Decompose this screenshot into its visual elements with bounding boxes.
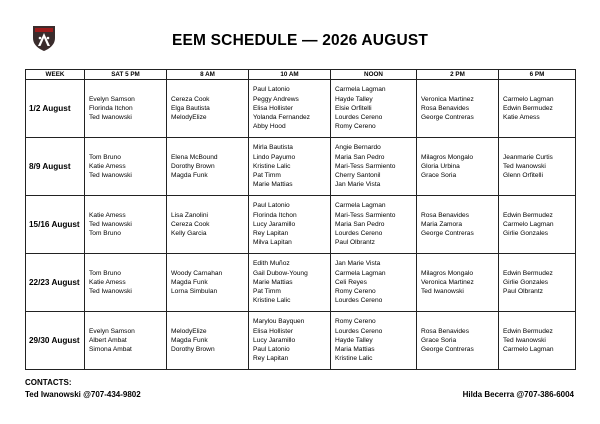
week-cell: 15/16 August: [26, 196, 85, 254]
minister-name: Katie Amess: [503, 114, 540, 122]
minister-name: Cereza Cook: [171, 220, 210, 228]
minister-name: Simona Ambat: [89, 346, 132, 354]
minister-name: Romy Cereno: [335, 288, 376, 296]
slot-cell: [331, 254, 417, 312]
minister-name: Carmela Lagman: [335, 202, 386, 210]
minister-name: Carmelo Lagman: [503, 95, 554, 103]
minister-name: George Contreras: [421, 114, 474, 122]
minister-name: Elisa Hollister: [253, 104, 293, 112]
minister-name: Katie Amess: [89, 162, 126, 170]
minister-name: Maria San Pedro: [335, 220, 385, 228]
minister-name: Ted Iwanowski: [89, 220, 132, 228]
minister-name: Edwin Bermudez: [503, 327, 553, 335]
minister-name: Edwin Bermudez: [503, 211, 553, 219]
table-row: [26, 80, 576, 138]
minister-name: Pat Timm: [253, 288, 281, 296]
minister-name: Tom Bruno: [89, 269, 121, 277]
minister-name: Carmelo Lagman: [503, 346, 554, 354]
schedule-table: [25, 69, 576, 370]
minister-name: Katie Amess: [89, 278, 126, 286]
minister-name: Kristine Lalic: [335, 355, 373, 363]
slot-cell: [167, 312, 249, 370]
column-header-8am: 8 AM: [167, 70, 249, 80]
slot-cell: [167, 254, 249, 312]
minister-name: Paul Latonio: [253, 202, 290, 210]
week-cell: 8/9 August: [26, 138, 85, 196]
slot-cell: [331, 196, 417, 254]
minister-name: Florinda Itchon: [253, 211, 297, 219]
minister-name: Evelyn Samson: [89, 327, 135, 335]
minister-name: Romy Cereno: [335, 318, 376, 326]
minister-name: Angie Bernardo: [335, 144, 381, 152]
minister-name: Edwin Bermudez: [503, 269, 553, 277]
week-cell: 22/23 August: [26, 254, 85, 312]
minister-name: Kristine Lalic: [253, 297, 291, 305]
minister-name: Ted Iwanowski: [89, 114, 132, 122]
minister-name: Lucy Jaramillo: [253, 220, 296, 228]
minister-name: Gail Dubow-Young: [253, 269, 308, 277]
minister-name: Florinda Itchon: [89, 104, 133, 112]
minister-name: Paul Latonio: [253, 346, 290, 354]
slot-cell: [167, 138, 249, 196]
minister-name: Cherry Santonil: [335, 172, 381, 180]
slot-cell: [499, 80, 576, 138]
minister-name: Rosa Benavides: [421, 327, 470, 335]
contacts-label: CONTACTS:: [25, 378, 72, 387]
minister-name: Lisa Zanolini: [171, 211, 209, 219]
contact-primary: Ted Iwanowski @707-434-9802: [25, 390, 141, 399]
minister-name: Lorna Simbulan: [171, 288, 218, 296]
minister-name: Lourdes Cereno: [335, 114, 383, 122]
minister-name: Dorothy Brown: [171, 346, 215, 354]
minister-name: Ted Iwanowski: [89, 172, 132, 180]
minister-name: Elena McBound: [171, 153, 218, 161]
minister-name: Rosa Benavides: [421, 104, 470, 112]
minister-name: Glenn Orfitelli: [503, 172, 543, 180]
minister-name: Carmelo Lagman: [503, 220, 554, 228]
slot-cell: [417, 254, 499, 312]
minister-name: Marie Mattias: [253, 181, 293, 189]
column-header-noon: NOON: [331, 70, 417, 80]
minister-name: Katie Amess: [89, 211, 126, 219]
minister-name: George Contreras: [421, 346, 474, 354]
week-cell: 29/30 August: [26, 312, 85, 370]
minister-name: Girlie Gonzales: [503, 230, 549, 238]
slot-cell: [85, 254, 167, 312]
table-row: [26, 196, 576, 254]
slot-cell: [331, 80, 417, 138]
minister-name: MelodyElize: [171, 327, 207, 335]
minister-name: Elsie Orfitelli: [335, 104, 372, 112]
column-header-2pm: 2 PM: [417, 70, 499, 80]
slot-cell: [85, 196, 167, 254]
minister-name: Rey Lapitan: [253, 230, 289, 238]
minister-name: Grace Soria: [421, 336, 457, 344]
table-row: [26, 138, 576, 196]
minister-name: Marylou Bayquen: [253, 318, 305, 326]
minister-name: Tom Bruno: [89, 230, 121, 238]
minister-name: Edwin Bermudez: [503, 104, 553, 112]
contact-secondary: Hilda Becerra @707-386-6004: [462, 390, 574, 399]
minister-name: Marie Mattias: [253, 278, 293, 286]
minister-name: Albert Ambat: [89, 336, 127, 344]
week-cell: 1/2 August: [26, 80, 85, 138]
minister-name: Lourdes Cereno: [335, 297, 383, 305]
minister-name: Milagros Mongalo: [421, 269, 474, 277]
slot-cell: [331, 138, 417, 196]
minister-name: Lourdes Cereno: [335, 327, 383, 335]
minister-name: Lourdes Cereno: [335, 230, 383, 238]
minister-name: Elga Bautista: [171, 104, 210, 112]
slot-cell: [417, 138, 499, 196]
slot-cell: [249, 254, 331, 312]
slot-cell: [499, 138, 576, 196]
minister-name: Pat Timm: [253, 172, 281, 180]
minister-name: Carmela Lagman: [335, 269, 386, 277]
minister-name: Maria Zamora: [421, 220, 463, 228]
table-row: [26, 254, 576, 312]
minister-name: Hayde Talley: [335, 95, 373, 103]
minister-name: Magda Funk: [171, 278, 208, 286]
column-header-6pm: 6 PM: [499, 70, 576, 80]
minister-name: Veronica Martinez: [421, 95, 474, 103]
minister-name: Carmela Lagman: [335, 86, 386, 94]
minister-name: Jan Marie Vista: [335, 181, 381, 189]
minister-name: Peggy Andrews: [253, 95, 299, 103]
minister-name: Girlie Gonzales: [503, 278, 549, 286]
page-title: EEM SCHEDULE — 2026 AUGUST: [171, 32, 429, 49]
minister-name: MelodyElize: [171, 114, 207, 122]
slot-cell: [331, 312, 417, 370]
minister-name: Rey Lapitan: [253, 355, 289, 363]
column-header-week: WEEK: [26, 70, 85, 80]
minister-name: Hayde Talley: [335, 336, 373, 344]
minister-name: Magda Funk: [171, 336, 208, 344]
minister-name: Mirla Bautista: [253, 144, 293, 152]
minister-name: Veronica Martinez: [421, 278, 474, 286]
column-header-sat-5pm: SAT 5 PM: [85, 70, 167, 80]
minister-name: Tom Bruno: [89, 153, 121, 161]
slot-cell: [249, 138, 331, 196]
minister-name: Paul Olbrantz: [335, 239, 375, 247]
slot-cell: [249, 80, 331, 138]
minister-name: Ted Iwanowski: [89, 288, 132, 296]
slot-cell: [167, 80, 249, 138]
slot-cell: [417, 80, 499, 138]
slot-cell: [499, 196, 576, 254]
slot-cell: [85, 312, 167, 370]
minister-name: Dorothy Brown: [171, 162, 215, 170]
minister-name: Paul Latonio: [253, 86, 290, 94]
minister-name: Paul Olbrantz: [503, 288, 543, 296]
minister-name: Jeanmarie Curtis: [503, 153, 553, 161]
minister-name: Romy Cereno: [335, 123, 376, 131]
minister-name: Milva Lapitan: [253, 239, 292, 247]
minister-name: Edith Muñoz: [253, 260, 290, 268]
minister-name: Mari-Tess Sarmiento: [335, 211, 396, 219]
table-row: [26, 312, 576, 370]
minister-name: Abby Hood: [253, 123, 286, 131]
minister-name: Kelly Garcia: [171, 230, 207, 238]
minister-name: Mari-Tess Sarmiento: [335, 162, 396, 170]
minister-name: Lucy Jaramillo: [253, 336, 296, 344]
slot-cell: [499, 312, 576, 370]
minister-name: Magda Funk: [171, 172, 208, 180]
minister-name: Woody Carnahan: [171, 269, 223, 277]
header-row: [26, 70, 576, 80]
slot-cell: [417, 196, 499, 254]
slot-cell: [167, 196, 249, 254]
minister-name: Ted Iwanowski: [421, 288, 464, 296]
slot-cell: [417, 312, 499, 370]
minister-name: George Contreras: [421, 230, 474, 238]
slot-cell: [499, 254, 576, 312]
minister-name: Evelyn Samson: [89, 95, 135, 103]
minister-name: Maria Mattias: [335, 346, 375, 354]
slot-cell: [85, 80, 167, 138]
minister-name: Celi Reyes: [335, 278, 367, 286]
minister-name: Elisa Hollister: [253, 327, 293, 335]
minister-name: Milagros Mongalo: [421, 153, 474, 161]
minister-name: Jan Marie Vista: [335, 260, 381, 268]
slot-cell: [249, 196, 331, 254]
minister-name: Rosa Benavides: [421, 211, 470, 219]
minister-name: Kristine Lalic: [253, 162, 291, 170]
minister-name: Yolanda Fernandez: [253, 114, 310, 122]
minister-name: Gloria Urbina: [421, 162, 460, 170]
slot-cell: [85, 138, 167, 196]
slot-cell: [249, 312, 331, 370]
minister-name: Lindo Payumo: [253, 153, 296, 161]
minister-name: Cereza Cook: [171, 95, 210, 103]
minister-name: Maria San Pedro: [335, 153, 385, 161]
column-header-10am: 10 AM: [249, 70, 331, 80]
minister-name: Ted Iwanowski: [503, 336, 546, 344]
minister-name: Grace Soria: [421, 172, 457, 180]
minister-name: Ted Iwanowski: [503, 162, 546, 170]
